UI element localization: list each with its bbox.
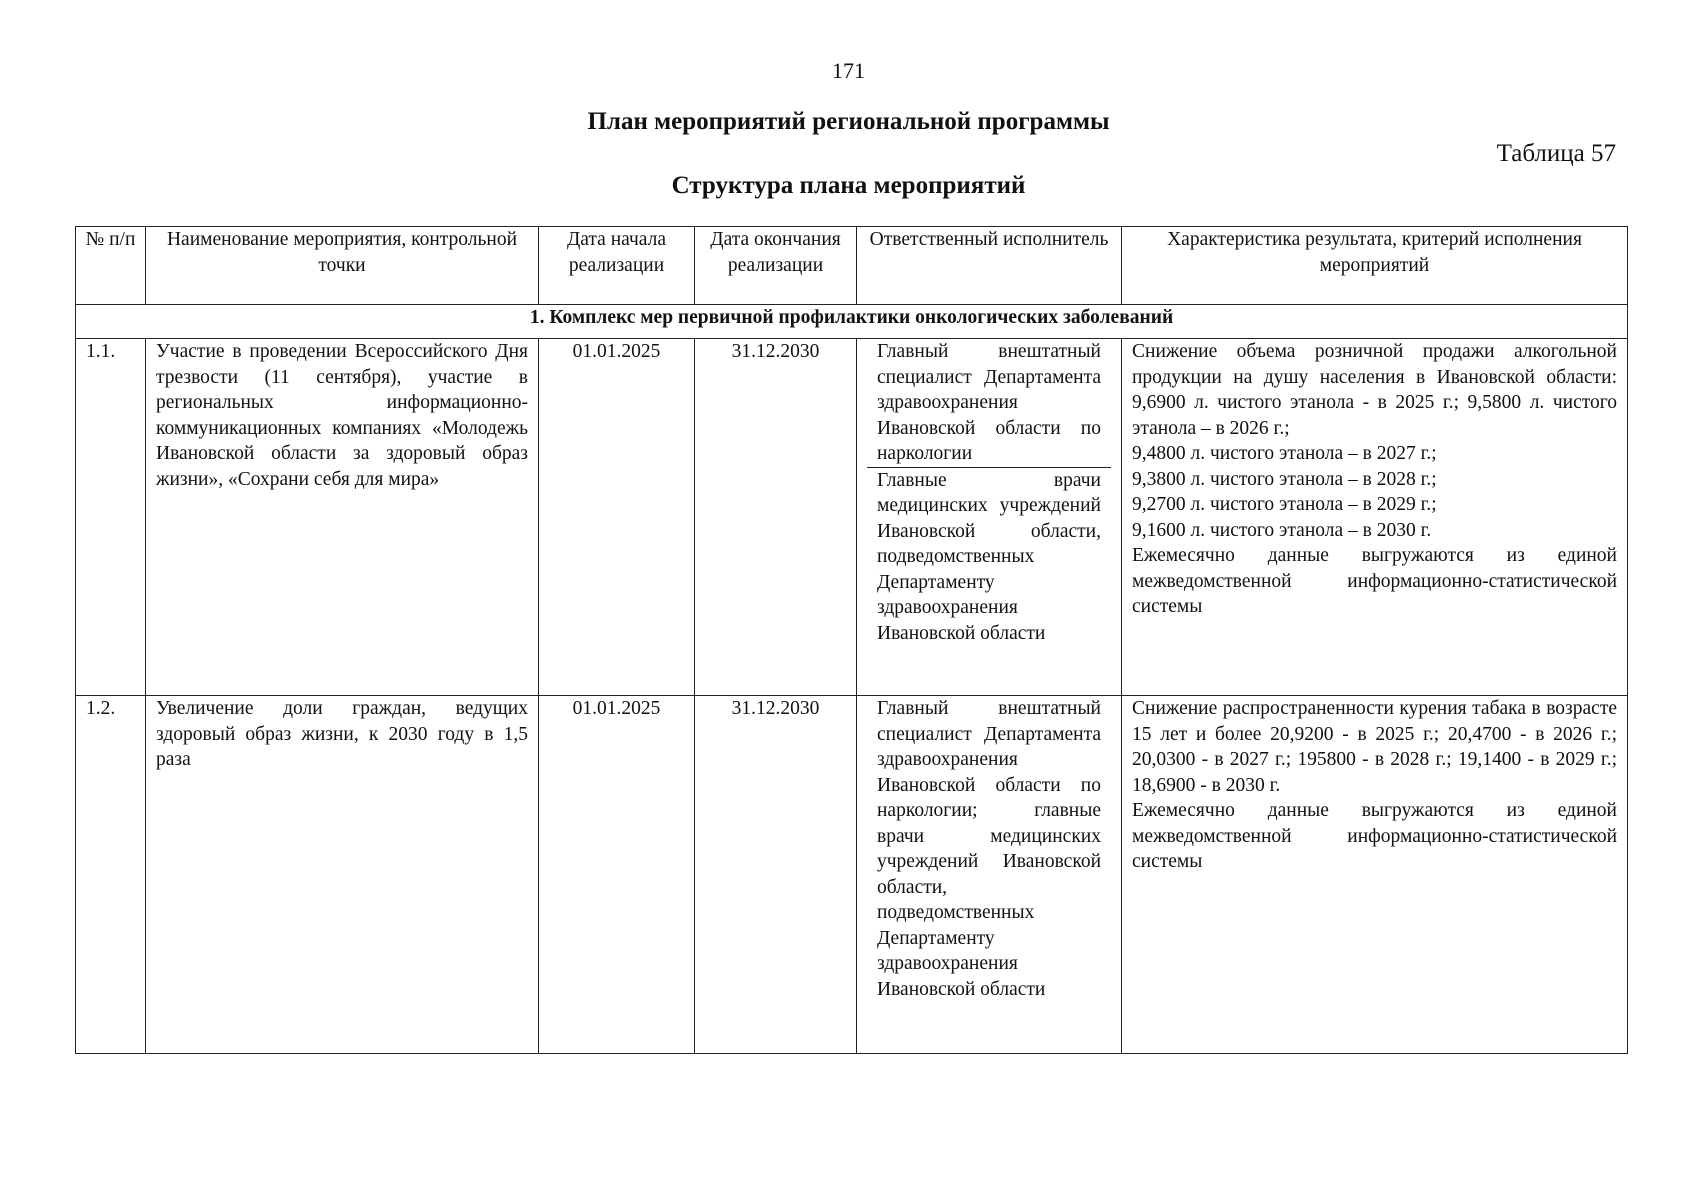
row-end-date: 31.12.2030 (695, 696, 857, 1054)
row-responsible (857, 696, 1122, 1054)
header-start-date: Дата начала реализации (539, 227, 695, 305)
table-label: Таблица 57 (1496, 140, 1616, 167)
row-result (1122, 696, 1628, 1054)
page-subtitle: Структура плана мероприятий (671, 172, 1026, 199)
table-row (76, 696, 1628, 1054)
section-title: 1. Комплекс мер первичной профилактики онкологических заболеваний (76, 305, 1628, 339)
responsible-chief-doctors: Главные врачи медицинских учреждений Ивановской области, подведомственных Департаменту здравоохранения Ивановской области (867, 467, 1111, 647)
responsible-combined: Главный внештатный специалист Департамента здравоохранения Ивановской области по наркологии; главные врачи медицинских учреждений Ивановской области, подведомственных Департаменту здравоохранения Ивановской области (877, 698, 1101, 1000)
row-start-date: 01.01.2025 (539, 696, 695, 1054)
result-line: Снижение объема розничной продажи алкогольной продукции на душу населения в Ивановской области: 9,6900 л. чистого этанола - в 2025 г.; 9,5800 л. чистого этанола – в 2026 г.; (1132, 341, 1617, 439)
responsible-chief-specialist: Главный внештатный специалист Департамента здравоохранения Ивановской области по наркологии (877, 341, 1101, 464)
page-number: 171 (832, 58, 865, 83)
row-responsible (857, 339, 1122, 696)
page-title: План мероприятий региональной программы (587, 108, 1110, 135)
result-line: 9,4800 л. чистого этанола – в 2027 г.; (1132, 443, 1437, 464)
table-row (76, 339, 1628, 696)
result-line: 9,1600 л. чистого этанола – в 2030 г. (1132, 519, 1432, 541)
section-row (76, 305, 1628, 339)
header-num: № п/п (76, 227, 146, 305)
result-line: 9,2700 л. чистого этанола – в 2029 г.; (1132, 494, 1437, 515)
header-name: Наименование мероприятия, контрольной точки (146, 227, 539, 305)
result-line: Ежемесячно данные выгружаются из единой межведомственной информационно-статистической системы (1132, 800, 1617, 872)
row-num: 1.1. (76, 339, 146, 696)
row-name: Увеличение доли граждан, ведущих здоровый образ жизни, к 2030 году в 1,5 раза (146, 696, 539, 1054)
table-header-row (76, 227, 1628, 305)
header-result: Характеристика результата, критерий исполнения мероприятий (1122, 227, 1628, 305)
plan-table (75, 226, 1628, 1054)
row-end-date: 31.12.2030 (695, 339, 857, 696)
result-line: Снижение распространенности курения табака в возрасте 15 лет и более 20,9200 - в 2025 г.; 20,4700 - в 2026 г.; 20,0300 - в 2027 г.; 195800 - в 2028 г.; 19,1400 - в 2029 г.; 18,6900 - в 2030 г. (1132, 698, 1617, 796)
row-result (1122, 339, 1628, 696)
row-num: 1.2. (76, 696, 146, 1054)
row-start-date: 01.01.2025 (539, 339, 695, 696)
result-line: 9,3800 л. чистого этанола – в 2028 г.; (1132, 468, 1437, 490)
header-end-date: Дата окончания реализации (695, 227, 857, 305)
result-line: Ежемесячно данные выгружаются из единой межведомственной информационно-статистической системы (1132, 545, 1617, 617)
row-name: Участие в проведении Всероссийского Дня трезвости (11 сентября), участие в региональных информационно-коммуникационных компаниях «Молодежь Ивановской области за здоровый образ жизни», «Сохрани себя для мира» (146, 339, 539, 696)
header-responsible: Ответственный исполнитель (857, 227, 1122, 305)
